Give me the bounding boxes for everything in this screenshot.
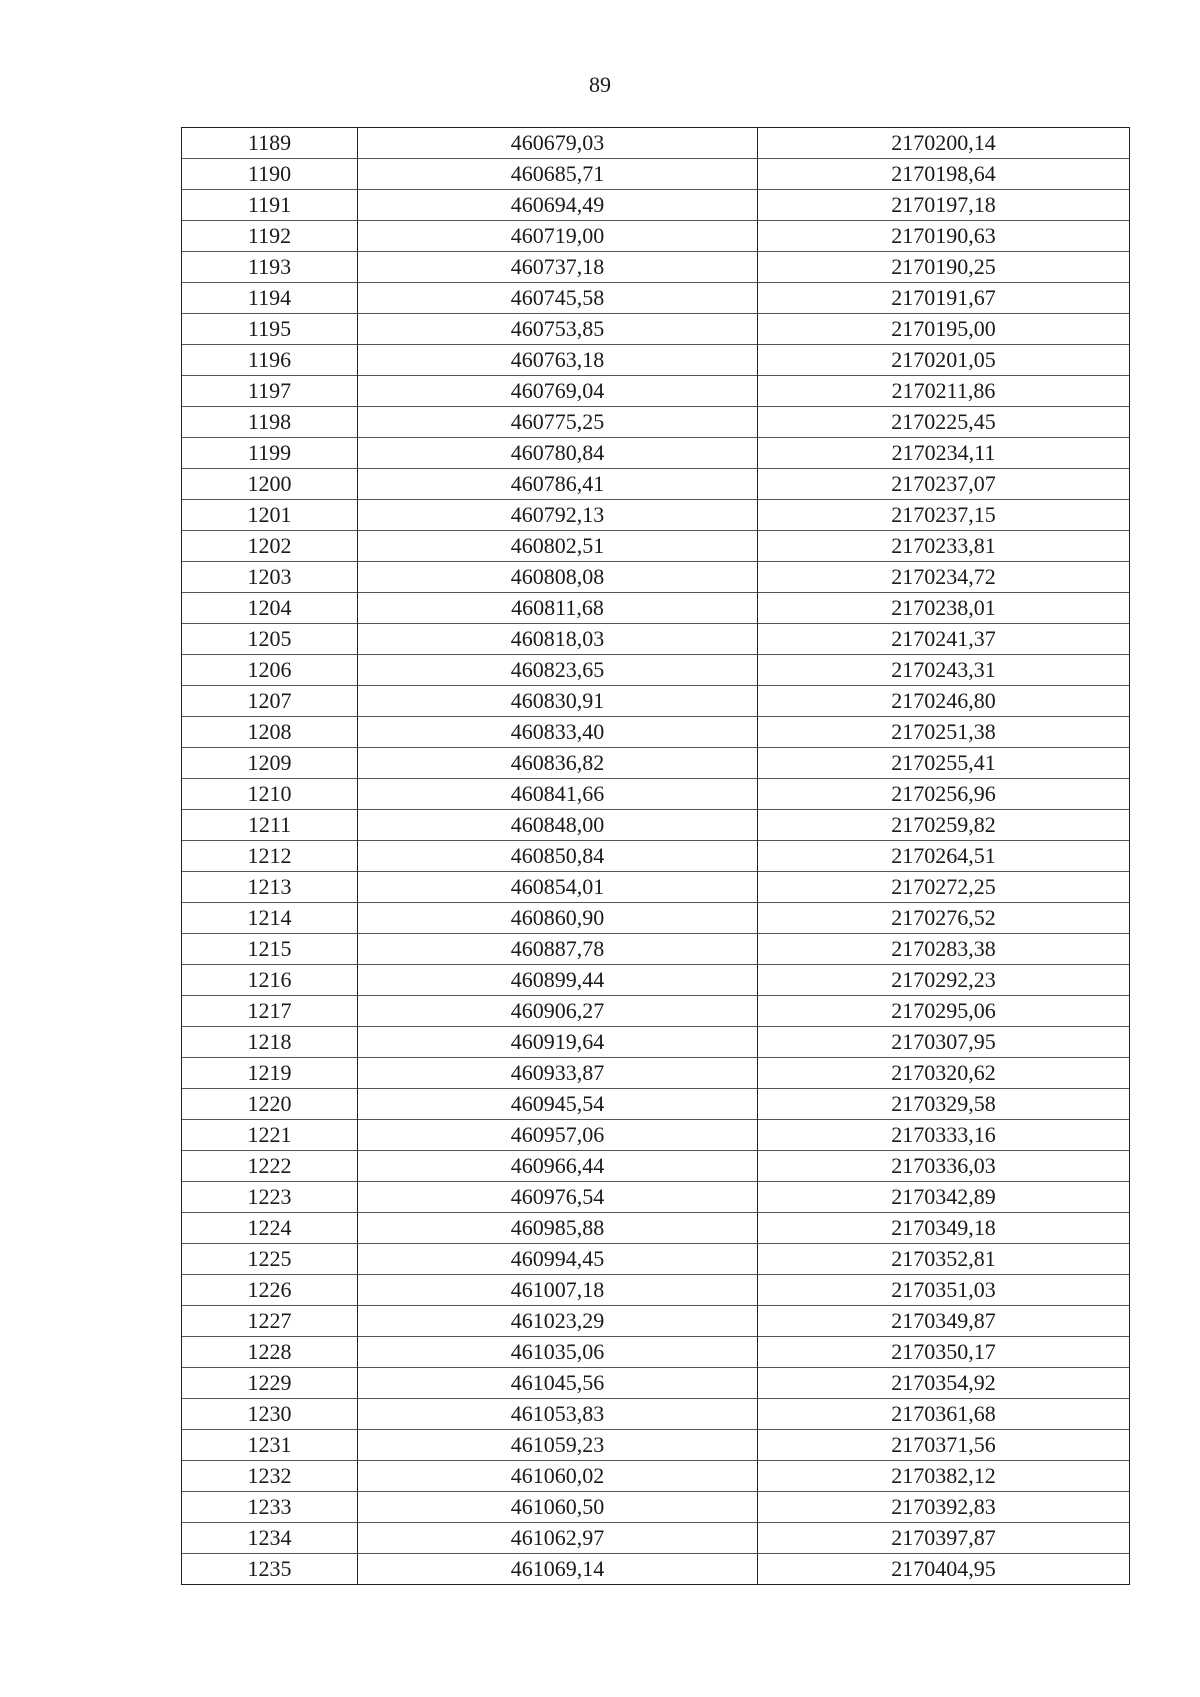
table-row [182, 686, 1130, 717]
table-row [182, 965, 1130, 996]
x-coordinate-cell: 461069,14 [358, 1554, 758, 1585]
x-coordinate-cell: 461060,02 [358, 1461, 758, 1492]
y-coordinate-cell: 2170200,14 [758, 128, 1130, 159]
y-coordinate-cell: 2170354,92 [758, 1368, 1130, 1399]
point-number-cell: 1227 [182, 1306, 358, 1337]
y-coordinate-cell: 2170333,16 [758, 1120, 1130, 1151]
x-coordinate-cell: 461062,97 [358, 1523, 758, 1554]
table-row [182, 1213, 1130, 1244]
x-coordinate-cell: 460802,51 [358, 531, 758, 562]
table-row [182, 903, 1130, 934]
point-number-cell: 1234 [182, 1523, 358, 1554]
coordinates-table-body [182, 128, 1130, 1585]
table-row [182, 1461, 1130, 1492]
y-coordinate-cell: 2170352,81 [758, 1244, 1130, 1275]
x-coordinate-cell: 460808,08 [358, 562, 758, 593]
table-row [182, 1089, 1130, 1120]
point-number-cell: 1217 [182, 996, 358, 1027]
point-number-cell: 1210 [182, 779, 358, 810]
table-row [182, 624, 1130, 655]
x-coordinate-cell: 460860,90 [358, 903, 758, 934]
point-number-cell: 1194 [182, 283, 358, 314]
table-row [182, 748, 1130, 779]
table-row [182, 376, 1130, 407]
point-number-cell: 1211 [182, 810, 358, 841]
x-coordinate-cell: 461045,56 [358, 1368, 758, 1399]
y-coordinate-cell: 2170292,23 [758, 965, 1130, 996]
point-number-cell: 1214 [182, 903, 358, 934]
y-coordinate-cell: 2170320,62 [758, 1058, 1130, 1089]
x-coordinate-cell: 460786,41 [358, 469, 758, 500]
x-coordinate-cell: 460833,40 [358, 717, 758, 748]
x-coordinate-cell: 460719,00 [358, 221, 758, 252]
point-number-cell: 1224 [182, 1213, 358, 1244]
y-coordinate-cell: 2170349,18 [758, 1213, 1130, 1244]
y-coordinate-cell: 2170361,68 [758, 1399, 1130, 1430]
table-row [182, 872, 1130, 903]
point-number-cell: 1200 [182, 469, 358, 500]
y-coordinate-cell: 2170371,56 [758, 1430, 1130, 1461]
point-number-cell: 1205 [182, 624, 358, 655]
point-number-cell: 1223 [182, 1182, 358, 1213]
table-row [182, 1554, 1130, 1585]
point-number-cell: 1233 [182, 1492, 358, 1523]
x-coordinate-cell: 460994,45 [358, 1244, 758, 1275]
point-number-cell: 1209 [182, 748, 358, 779]
point-number-cell: 1216 [182, 965, 358, 996]
x-coordinate-cell: 460823,65 [358, 655, 758, 686]
x-coordinate-cell: 460919,64 [358, 1027, 758, 1058]
point-number-cell: 1215 [182, 934, 358, 965]
y-coordinate-cell: 2170211,86 [758, 376, 1130, 407]
y-coordinate-cell: 2170191,67 [758, 283, 1130, 314]
table-row [182, 438, 1130, 469]
y-coordinate-cell: 2170342,89 [758, 1182, 1130, 1213]
y-coordinate-cell: 2170251,38 [758, 717, 1130, 748]
point-number-cell: 1204 [182, 593, 358, 624]
x-coordinate-cell: 460769,04 [358, 376, 758, 407]
x-coordinate-cell: 460850,84 [358, 841, 758, 872]
x-coordinate-cell: 460763,18 [358, 345, 758, 376]
y-coordinate-cell: 2170255,41 [758, 748, 1130, 779]
y-coordinate-cell: 2170351,03 [758, 1275, 1130, 1306]
y-coordinate-cell: 2170349,87 [758, 1306, 1130, 1337]
table-row [182, 717, 1130, 748]
table-row [182, 1430, 1130, 1461]
x-coordinate-cell: 460679,03 [358, 128, 758, 159]
x-coordinate-cell: 460945,54 [358, 1089, 758, 1120]
point-number-cell: 1222 [182, 1151, 358, 1182]
table-row [182, 1244, 1130, 1275]
point-number-cell: 1221 [182, 1120, 358, 1151]
y-coordinate-cell: 2170264,51 [758, 841, 1130, 872]
y-coordinate-cell: 2170392,83 [758, 1492, 1130, 1523]
table-row [182, 1337, 1130, 1368]
point-number-cell: 1219 [182, 1058, 358, 1089]
y-coordinate-cell: 2170397,87 [758, 1523, 1130, 1554]
y-coordinate-cell: 2170243,31 [758, 655, 1130, 686]
table-row [182, 934, 1130, 965]
table-row [182, 469, 1130, 500]
point-number-cell: 1191 [182, 190, 358, 221]
point-number-cell: 1226 [182, 1275, 358, 1306]
table-row [182, 283, 1130, 314]
x-coordinate-cell: 460792,13 [358, 500, 758, 531]
x-coordinate-cell: 460933,87 [358, 1058, 758, 1089]
point-number-cell: 1198 [182, 407, 358, 438]
point-number-cell: 1196 [182, 345, 358, 376]
table-row [182, 190, 1130, 221]
point-number-cell: 1225 [182, 1244, 358, 1275]
table-row [182, 1058, 1130, 1089]
table-row [182, 252, 1130, 283]
table-row [182, 500, 1130, 531]
x-coordinate-cell: 460966,44 [358, 1151, 758, 1182]
point-number-cell: 1230 [182, 1399, 358, 1430]
x-coordinate-cell: 461035,06 [358, 1337, 758, 1368]
y-coordinate-cell: 2170329,58 [758, 1089, 1130, 1120]
y-coordinate-cell: 2170195,00 [758, 314, 1130, 345]
x-coordinate-cell: 460775,25 [358, 407, 758, 438]
table-row [182, 128, 1130, 159]
y-coordinate-cell: 2170234,72 [758, 562, 1130, 593]
x-coordinate-cell: 460848,00 [358, 810, 758, 841]
table-row [182, 159, 1130, 190]
point-number-cell: 1235 [182, 1554, 358, 1585]
point-number-cell: 1190 [182, 159, 358, 190]
x-coordinate-cell: 461060,50 [358, 1492, 758, 1523]
table-row [182, 1368, 1130, 1399]
x-coordinate-cell: 460985,88 [358, 1213, 758, 1244]
table-row [182, 1182, 1130, 1213]
table-row [182, 1399, 1130, 1430]
x-coordinate-cell: 460836,82 [358, 748, 758, 779]
point-number-cell: 1202 [182, 531, 358, 562]
table-row [182, 996, 1130, 1027]
x-coordinate-cell: 461059,23 [358, 1430, 758, 1461]
y-coordinate-cell: 2170295,06 [758, 996, 1130, 1027]
y-coordinate-cell: 2170241,37 [758, 624, 1130, 655]
x-coordinate-cell: 460818,03 [358, 624, 758, 655]
table-row [182, 407, 1130, 438]
point-number-cell: 1212 [182, 841, 358, 872]
y-coordinate-cell: 2170190,25 [758, 252, 1130, 283]
table-row [182, 314, 1130, 345]
y-coordinate-cell: 2170190,63 [758, 221, 1130, 252]
x-coordinate-cell: 461023,29 [358, 1306, 758, 1337]
y-coordinate-cell: 2170225,45 [758, 407, 1130, 438]
table-row [182, 1151, 1130, 1182]
y-coordinate-cell: 2170198,64 [758, 159, 1130, 190]
y-coordinate-cell: 2170350,17 [758, 1337, 1130, 1368]
point-number-cell: 1192 [182, 221, 358, 252]
x-coordinate-cell: 460753,85 [358, 314, 758, 345]
x-coordinate-cell: 461053,83 [358, 1399, 758, 1430]
point-number-cell: 1220 [182, 1089, 358, 1120]
point-number-cell: 1207 [182, 686, 358, 717]
point-number-cell: 1229 [182, 1368, 358, 1399]
y-coordinate-cell: 2170233,81 [758, 531, 1130, 562]
point-number-cell: 1199 [182, 438, 358, 469]
point-number-cell: 1228 [182, 1337, 358, 1368]
y-coordinate-cell: 2170276,52 [758, 903, 1130, 934]
coordinates-table [181, 127, 1130, 1585]
y-coordinate-cell: 2170256,96 [758, 779, 1130, 810]
point-number-cell: 1213 [182, 872, 358, 903]
point-number-cell: 1195 [182, 314, 358, 345]
y-coordinate-cell: 2170272,25 [758, 872, 1130, 903]
y-coordinate-cell: 2170336,03 [758, 1151, 1130, 1182]
table-row [182, 345, 1130, 376]
y-coordinate-cell: 2170237,07 [758, 469, 1130, 500]
x-coordinate-cell: 460780,84 [358, 438, 758, 469]
x-coordinate-cell: 460830,91 [358, 686, 758, 717]
y-coordinate-cell: 2170237,15 [758, 500, 1130, 531]
y-coordinate-cell: 2170283,38 [758, 934, 1130, 965]
y-coordinate-cell: 2170246,80 [758, 686, 1130, 717]
table-row [182, 1027, 1130, 1058]
x-coordinate-cell: 460737,18 [358, 252, 758, 283]
point-number-cell: 1208 [182, 717, 358, 748]
point-number-cell: 1197 [182, 376, 358, 407]
x-coordinate-cell: 460745,58 [358, 283, 758, 314]
table-row [182, 531, 1130, 562]
y-coordinate-cell: 2170201,05 [758, 345, 1130, 376]
x-coordinate-cell: 460811,68 [358, 593, 758, 624]
table-row [182, 655, 1130, 686]
page-number: 89 [589, 72, 611, 97]
point-number-cell: 1231 [182, 1430, 358, 1461]
y-coordinate-cell: 2170404,95 [758, 1554, 1130, 1585]
x-coordinate-cell: 460906,27 [358, 996, 758, 1027]
table-row [182, 221, 1130, 252]
table-row [182, 1120, 1130, 1151]
point-number-cell: 1193 [182, 252, 358, 283]
x-coordinate-cell: 460854,01 [358, 872, 758, 903]
x-coordinate-cell: 460976,54 [358, 1182, 758, 1213]
table-row [182, 841, 1130, 872]
x-coordinate-cell: 460899,44 [358, 965, 758, 996]
point-number-cell: 1203 [182, 562, 358, 593]
table-row [182, 779, 1130, 810]
table-row [182, 1492, 1130, 1523]
y-coordinate-cell: 2170382,12 [758, 1461, 1130, 1492]
y-coordinate-cell: 2170238,01 [758, 593, 1130, 624]
table-row [182, 1275, 1130, 1306]
y-coordinate-cell: 2170234,11 [758, 438, 1130, 469]
point-number-cell: 1232 [182, 1461, 358, 1492]
x-coordinate-cell: 460957,06 [358, 1120, 758, 1151]
table-row [182, 1523, 1130, 1554]
y-coordinate-cell: 2170259,82 [758, 810, 1130, 841]
point-number-cell: 1189 [182, 128, 358, 159]
table-row [182, 562, 1130, 593]
y-coordinate-cell: 2170307,95 [758, 1027, 1130, 1058]
table-row [182, 593, 1130, 624]
y-coordinate-cell: 2170197,18 [758, 190, 1130, 221]
point-number-cell: 1201 [182, 500, 358, 531]
x-coordinate-cell: 460841,66 [358, 779, 758, 810]
table-row [182, 1306, 1130, 1337]
point-number-cell: 1218 [182, 1027, 358, 1058]
x-coordinate-cell: 460685,71 [358, 159, 758, 190]
table-row [182, 810, 1130, 841]
x-coordinate-cell: 460887,78 [358, 934, 758, 965]
point-number-cell: 1206 [182, 655, 358, 686]
x-coordinate-cell: 461007,18 [358, 1275, 758, 1306]
x-coordinate-cell: 460694,49 [358, 190, 758, 221]
